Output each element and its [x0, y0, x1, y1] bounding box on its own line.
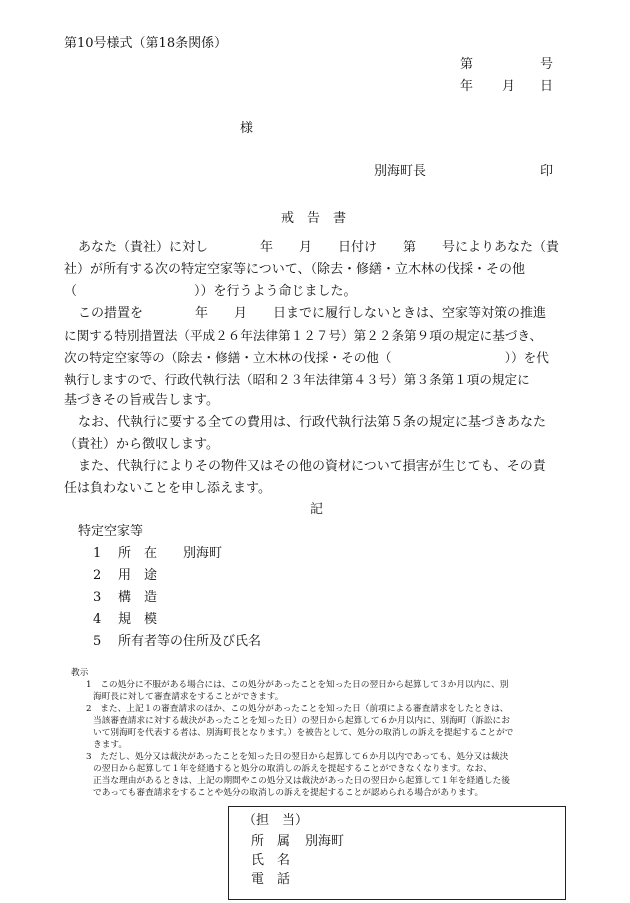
kyoji-line: 3 ただし、処分又は裁決があったことを知った日の翌日から起算して６か月以内であっても、処分又は裁決: [86, 752, 509, 762]
property-item-num: 1: [93, 546, 102, 561]
kyoji-line: 1 この処分に不服がある場合には、この処分があったことを知った日の翌日から起算して３か月以内に、別: [86, 680, 509, 690]
contact-box: [228, 806, 566, 900]
contact-dept-value: 別海町: [305, 834, 345, 849]
paragraph1-line3: （ ））を行うよう命じました。: [64, 284, 357, 299]
property-heading: 特定空家等: [78, 524, 144, 539]
contact-name-label: 氏 名: [251, 853, 291, 868]
kyoji-heading: 教示: [71, 668, 89, 678]
document-title: 戒 告 書: [281, 211, 347, 226]
paragraph4-line1: また、代執行によりその物件又はその他の資材について損害が生じても、その責: [78, 459, 546, 474]
property-item-label: 構 造: [118, 590, 158, 605]
paragraph1-line2: 社）が所有する次の特定空家等について、（除去・修繕・立木林の伐採・その他: [64, 262, 525, 277]
kyoji-line: であっても審査請求をすることや処分の取消しの訴えを提起することが認められる場合があります。: [93, 788, 484, 798]
property-item-label: 所有者等の住所及び氏名: [118, 634, 262, 649]
paragraph4-line2: 任は負わないことを申し添えます。: [64, 481, 271, 496]
issuer-name: 別海町長: [374, 164, 427, 179]
property-item-num: 2: [93, 568, 102, 583]
property-item-label: 用 途: [118, 568, 158, 583]
property-item-num: 5: [93, 634, 102, 649]
kyoji-line: 海町長に対して審査請求をすることができます。: [93, 692, 284, 702]
date-gatsu: 月: [502, 79, 516, 94]
kyoji-line: きます。: [93, 740, 128, 750]
contact-heading: （担 当）: [243, 813, 309, 828]
contact-phone-label: 電 話: [251, 872, 291, 887]
kyoji-line: 正当な理由があるときは、上記の期間やこの処分又は裁決があった日の翌日から起算して１年を経過した後: [93, 776, 510, 786]
kyoji-line: 当該審査請求に対する裁決があったことを知った日）の翌日から起算して６か月以内に、別海町（訴訟にお: [93, 716, 510, 726]
paragraph3-line1: なお、代執行に要する全ての費用は、行政代執行法第５条の規定に基づきあなた: [78, 415, 547, 430]
property-item-label: 規 模: [118, 612, 158, 627]
ref-dai: 第: [460, 57, 474, 72]
paragraph3-line2: （貴社）から徴収します。: [64, 437, 219, 452]
paragraph2-line5: 基づきその旨戒告します。: [64, 393, 219, 408]
contact-dept-label: 所 属: [251, 834, 291, 849]
paragraph2-line3: 次の特定空家等の（除去・修繕・立木林の伐採・その他（ ））を代: [64, 350, 549, 365]
ref-go: 号: [540, 57, 554, 72]
kyoji-line: の翌日から起算して１年を経過すると処分の取消しの訴えを提起することができなくなります。なお、: [93, 764, 492, 774]
date-nen: 年: [460, 79, 474, 94]
paragraph2-line1: この措置を 年 月 日までに履行しないときは、空家等対策の推進: [78, 306, 547, 321]
addressee-suffix: 様: [240, 121, 254, 136]
property-item-value: 別海町: [183, 546, 223, 561]
paragraph2-line4: 執行しますので、行政代執行法（昭和２３年法律第４３号）第３条第１項の規定に: [64, 372, 530, 387]
kyoji-line: いて別海町を代表する者は、別海町長となります。）を被告として、処分の取消しの訴えを提起することがで: [93, 728, 514, 738]
property-item-num: 3: [93, 590, 102, 605]
paragraph1-line1: あなた（貴社）に対し 年 月 日付け 第 号によりあなた（貴: [78, 240, 560, 255]
ki-heading: 記: [310, 502, 324, 517]
property-item-num: 4: [93, 612, 102, 627]
paragraph2-line2: に関する特別措置法（平成２６年法律第１２７号）第２２条第９項の規定に基づき、: [64, 328, 543, 343]
issuer-seal: 印: [540, 164, 554, 179]
form-number: 第10号様式（第18条関係）: [64, 36, 228, 51]
property-item-label: 所 在: [118, 546, 158, 561]
date-nichi: 日: [540, 79, 554, 94]
kyoji-line: 2 また、上記１の審査請求のほか、この処分があったことを知った日（前項による審査請求をしたときは、: [86, 704, 509, 714]
